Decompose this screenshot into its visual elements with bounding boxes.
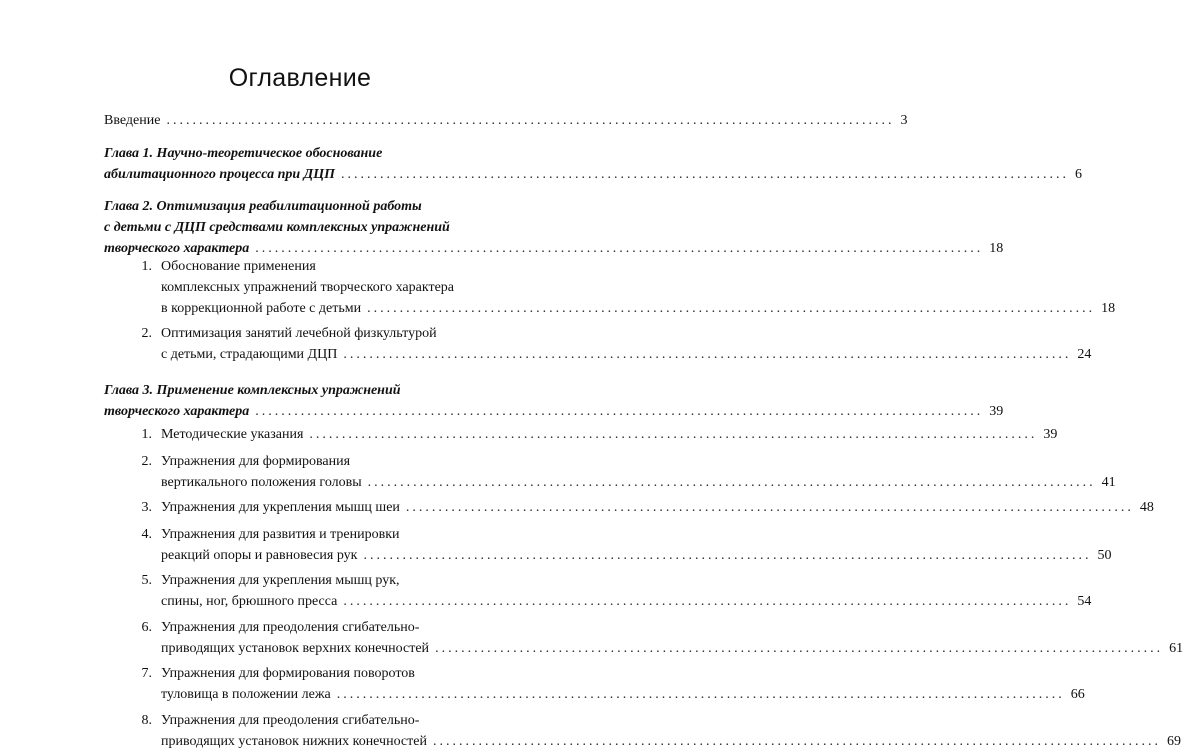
dot-leader: ................................................................................................................ — [343, 594, 1072, 609]
toc-item[interactable] — [134, 256, 1116, 319]
toc-item-line: Обоснование применения — [161, 259, 316, 274]
toc-item-line: Упражнения для укрепления мышц рук, — [161, 573, 400, 588]
toc-item-last-line: приводящих установок нижних конечностей — [161, 734, 427, 749]
toc-item-line: комплексных упражнений творческого характера — [161, 280, 454, 295]
toc-item-last-line: приводящих установок верхних конечностей — [161, 641, 430, 656]
toc-chapter-title-line: с детьми с ДЦП средствами комплексных упражнений — [104, 220, 450, 235]
toc-chapter-title-line: Глава 2. Оптимизация реабилитационной работы — [104, 199, 422, 214]
toc-item-last-line: Методические указания — [161, 427, 304, 442]
toc-chapter-2[interactable] — [104, 196, 1004, 259]
dot-leader: ................................................................................................................ — [341, 167, 1069, 182]
toc-item[interactable] — [134, 323, 1092, 365]
toc-item[interactable] — [134, 570, 1092, 612]
dot-leader: ................................................................................................................ — [435, 641, 1164, 656]
toc-page-number: 54 — [1077, 594, 1092, 609]
dot-leader: ................................................................................................................ — [166, 113, 895, 128]
toc-item-line: Упражнения для преодоления сгибательно- — [161, 713, 420, 728]
toc-item[interactable] — [134, 451, 1116, 493]
toc-item-last-line: спины, ног, брюшного пресса — [161, 594, 338, 609]
toc-page-number: 18 — [1101, 301, 1116, 316]
toc-item-number: 8. — [141, 713, 152, 728]
toc-chapter-title-line: Глава 1. Научно-теоретическое обоснование — [104, 146, 383, 161]
toc-item-line: Упражнения для формирования — [161, 454, 351, 469]
toc-page-number: 61 — [1169, 641, 1183, 656]
toc-item[interactable] — [134, 497, 1154, 518]
toc-item-number: 1. — [141, 427, 152, 442]
dot-leader: ................................................................................................................ — [367, 301, 1096, 316]
toc-item[interactable] — [134, 424, 1058, 445]
toc-item[interactable] — [134, 617, 1183, 659]
toc-item[interactable] — [134, 663, 1085, 705]
toc-item[interactable] — [134, 524, 1112, 566]
toc-page-number: 48 — [1139, 500, 1154, 515]
toc-item[interactable] — [134, 710, 1181, 752]
toc-page-number: 39 — [1043, 427, 1058, 442]
dot-leader: ................................................................................................................ — [343, 347, 1072, 362]
dot-leader: ................................................................................................................ — [363, 548, 1092, 563]
toc-chapter-title-last-line: творческого характера — [104, 241, 250, 256]
toc-chapter-3[interactable] — [104, 380, 1004, 422]
toc-page-number: 3 — [900, 113, 908, 128]
toc-item-number: 6. — [141, 620, 152, 635]
toc-entry-label: Введение — [104, 113, 161, 128]
toc-item-number: 3. — [141, 500, 152, 515]
dot-leader: ................................................................................................................ — [405, 500, 1134, 515]
toc-item-last-line: в коррекционной работе с детьми — [161, 301, 362, 316]
dot-leader: ................................................................................................................ — [255, 404, 984, 419]
toc-item-number: 4. — [141, 527, 152, 542]
toc-page-number: 41 — [1101, 475, 1116, 490]
toc-page-number: 50 — [1097, 548, 1112, 563]
toc-item-last-line: Упражнения для укрепления мышц шеи — [161, 500, 400, 515]
toc-item-last-line: реакций опоры и равновесия рук — [161, 548, 358, 563]
toc-page-number: 24 — [1077, 347, 1092, 362]
dot-leader: ................................................................................................................ — [336, 687, 1065, 702]
toc-chapter-title-line: Глава 3. Применение комплексных упражнений — [104, 383, 401, 398]
toc-chapter-title-last-line: абилитационного процесса при ДЦП — [104, 167, 335, 182]
toc-item-last-line: туловища в положении лежа — [161, 687, 331, 702]
dot-leader: ................................................................................................................ — [432, 734, 1161, 749]
toc-item-number: 2. — [141, 454, 152, 469]
toc-item-number: 2. — [141, 326, 152, 341]
toc-chapter-title-last-line: творческого характера — [104, 404, 250, 419]
dot-leader: ................................................................................................................ — [367, 475, 1096, 490]
dot-leader: ................................................................................................................ — [309, 427, 1038, 442]
toc-item-number: 5. — [141, 573, 152, 588]
toc-page-number: 18 — [989, 241, 1004, 256]
toc-item-line: Оптимизация занятий лечебной физкультурой — [161, 326, 437, 341]
toc-item-last-line: вертикального положения головы — [161, 475, 362, 490]
toc-item-line: Упражнения для развития и тренировки — [161, 527, 400, 542]
toc-page-number: 39 — [989, 404, 1004, 419]
toc-page-number: 69 — [1166, 734, 1181, 749]
toc-item-last-line: с детьми, страдающими ДЦП — [161, 347, 338, 362]
toc-item-line: Упражнения для преодоления сгибательно- — [161, 620, 420, 635]
toc-item-number: 1. — [141, 259, 152, 274]
toc-page-number: 66 — [1070, 687, 1085, 702]
toc-entry-intro[interactable] — [104, 110, 908, 131]
toc-item-line: Упражнения для формирования поворотов — [161, 666, 415, 681]
toc-page-number: 6 — [1075, 167, 1082, 182]
dot-leader: ................................................................................................................ — [255, 241, 984, 256]
toc-item-number: 7. — [141, 666, 152, 681]
toc-chapter-1[interactable] — [104, 143, 1082, 185]
page-title: Оглавление — [228, 64, 372, 92]
